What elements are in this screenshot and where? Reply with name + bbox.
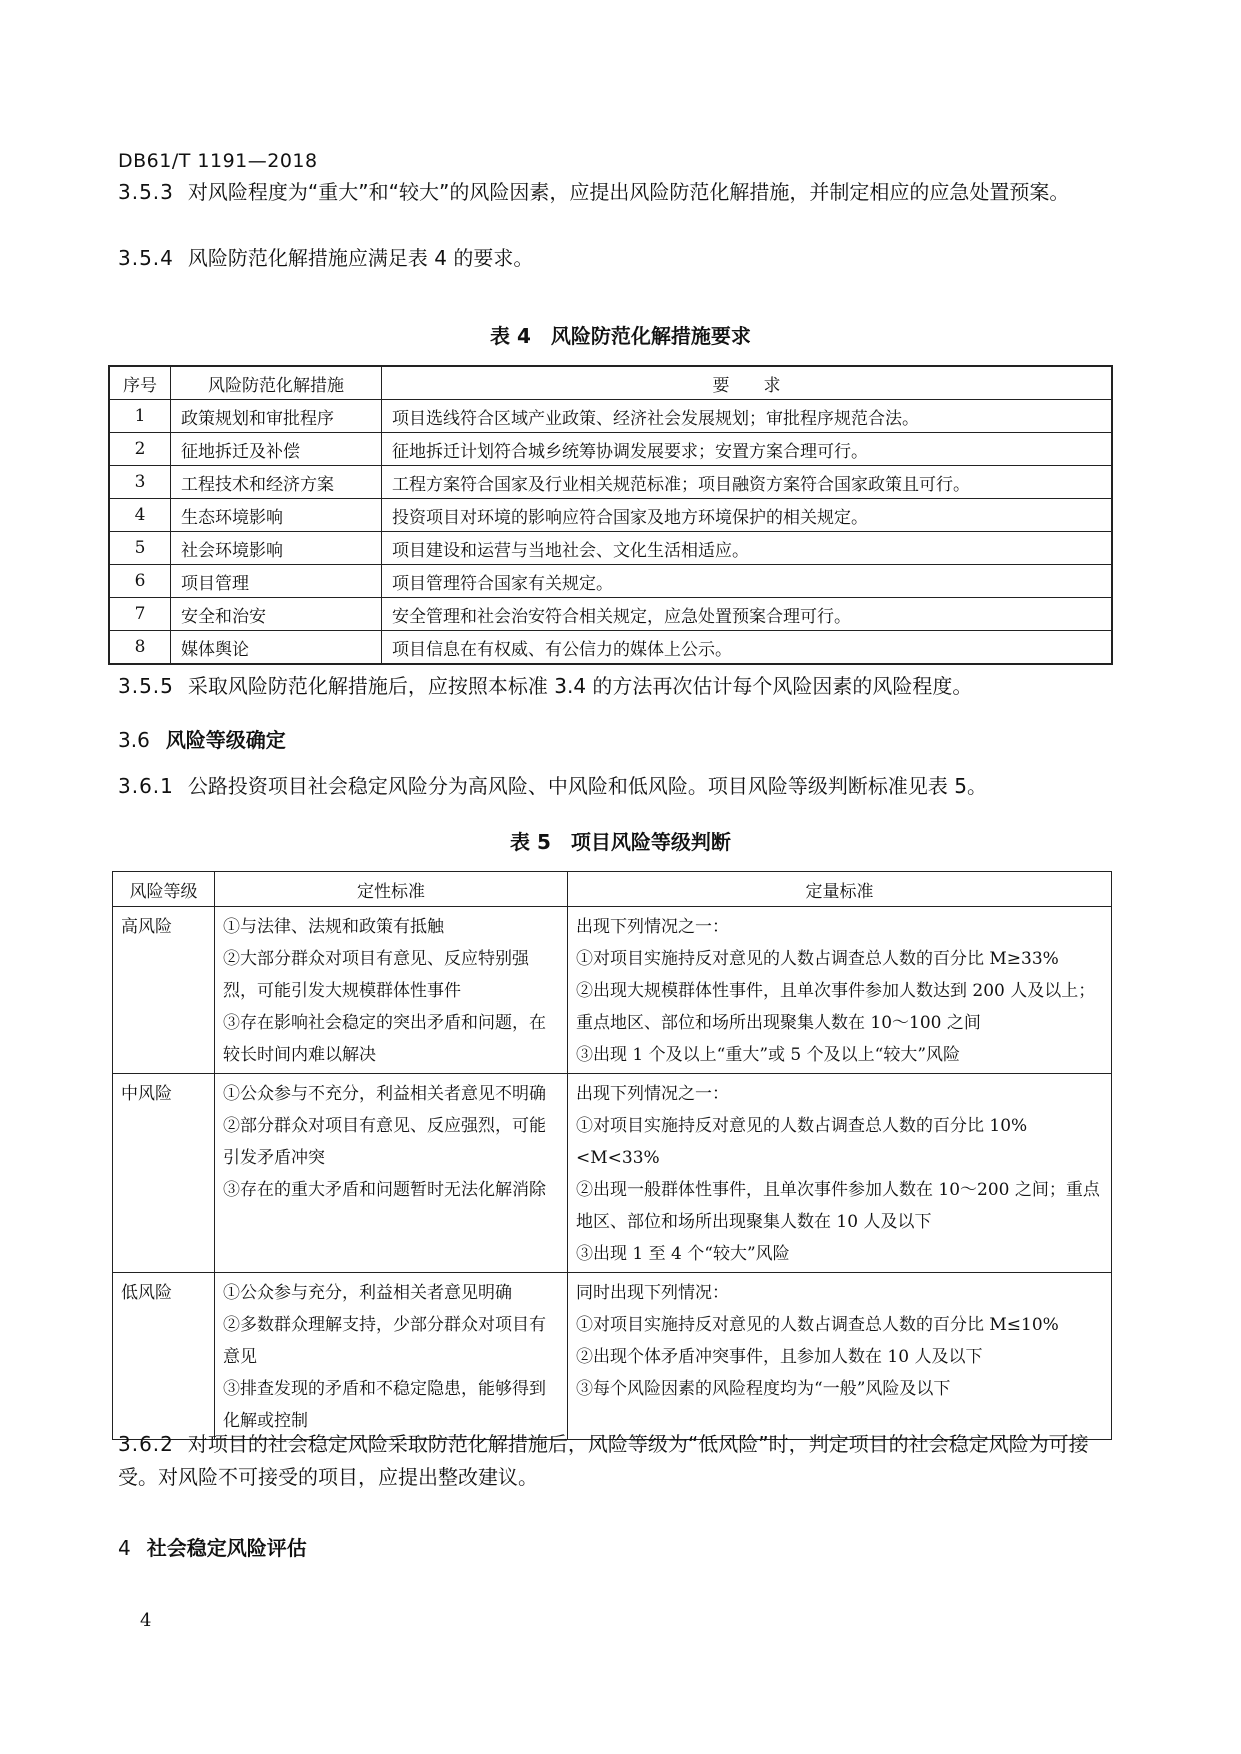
criterion-line: ③存在影响社会稳定的突出矛盾和问题，在较长时间内难以解决	[223, 1013, 546, 1065]
clause-number: 3.6.1	[118, 774, 174, 798]
clause-number: 3.5.3	[118, 180, 174, 204]
table-header-row	[109, 366, 1112, 400]
clause-number: 3.6.2	[118, 1432, 174, 1456]
header-cell: 定性标准	[215, 872, 568, 907]
page-number: 4	[140, 1610, 152, 1631]
table-cell: 7	[109, 598, 171, 631]
table-cell: 1	[109, 400, 171, 433]
clause-3-5-5	[118, 670, 1118, 703]
criterion-line: ②多数群众理解支持，少部分群众对项目有意见	[223, 1315, 546, 1367]
criterion-line: 出现下列情况之一：	[576, 1084, 729, 1104]
table-cell: 工程方案符合国家及行业相关规范标准；项目融资方案符合国家政策且可行。	[382, 466, 1113, 499]
header-cell: 风险防范化解措施	[171, 366, 382, 400]
criterion-line: ①公众参与充分，利益相关者意见明确	[223, 1283, 512, 1303]
criterion-line: ①对项目实施持反对意见的人数占调查总人数的百分比 10%<M<33%	[576, 1116, 1028, 1168]
criterion-line: 出现下列情况之一：	[576, 917, 729, 937]
clause-text: 采取风险防范化解措施后，应按照本标准 3.4 的方法再次估计每个风险因素的风险程度。	[187, 674, 973, 698]
table-row	[109, 400, 1112, 433]
clause-3-6-1	[118, 770, 1118, 803]
table-cell: 6	[109, 565, 171, 598]
table-header-row	[113, 872, 1112, 907]
table-cell: 3	[109, 466, 171, 499]
table-cell: 投资项目对环境的影响应符合国家及地方环境保护的相关规定。	[382, 499, 1113, 532]
level-cell: 低风险	[113, 1273, 215, 1440]
criterion-line: ②大部分群众对项目有意见、反应特别强烈，可能引发大规模群体性事件	[223, 949, 529, 1001]
header-cell: 定量标准	[568, 872, 1112, 907]
criterion-line: ③每个风险因素的风险程度均为“一般”风险及以下	[576, 1379, 951, 1399]
section-number: 4	[118, 1536, 131, 1560]
qualitative-cell	[215, 1273, 568, 1440]
table-cell: 项目管理符合国家有关规定。	[382, 565, 1113, 598]
clause-text: 公路投资项目社会稳定风险分为高风险、中风险和低风险。项目风险等级判断标准见表 5。	[187, 774, 987, 798]
table-cell: 安全管理和社会治安符合相关规定，应急处置预案合理可行。	[382, 598, 1113, 631]
qualitative-cell	[215, 1074, 568, 1273]
table-cell: 媒体舆论	[171, 631, 382, 665]
section-title: 风险等级确定	[165, 728, 286, 752]
table-cell: 项目管理	[171, 565, 382, 598]
criterion-line: ①对项目实施持反对意见的人数占调查总人数的百分比 M≥33%	[576, 949, 1059, 969]
section-title: 社会稳定风险评估	[146, 1536, 307, 1560]
table-cell: 4	[109, 499, 171, 532]
table5	[112, 871, 1112, 1440]
table-cell: 5	[109, 532, 171, 565]
criterion-line: ③存在的重大矛盾和问题暂时无法化解消除	[223, 1180, 546, 1200]
table-cell: 征地拆迁及补偿	[171, 433, 382, 466]
clause-number: 3.5.5	[118, 674, 174, 698]
document-header: DB61/T 1191—2018	[118, 150, 318, 172]
criterion-line: ①与法律、法规和政策有抵触	[223, 917, 444, 937]
qualitative-cell	[215, 907, 568, 1074]
clause-3-6-2	[118, 1428, 1118, 1494]
criterion-line: ③出现 1 个及以上“重大”或 5 个及以上“较大”风险	[576, 1045, 961, 1065]
clause-text: 对风险程度为“重大”和“较大”的风险因素，应提出风险防范化解措施，并制定相应的应急处置预案。	[187, 180, 1070, 204]
table-cell: 项目选线符合区域产业政策、经济社会发展规划；审批程序规范合法。	[382, 400, 1113, 433]
clause-number: 3.5.4	[118, 246, 174, 270]
table-cell: 工程技术和经济方案	[171, 466, 382, 499]
section-4-heading	[118, 1532, 307, 1561]
section-number: 3.6	[118, 728, 150, 752]
clause-text: 对项目的社会稳定风险采取防范化解措施后，风险等级为“低风险”时，判定项目的社会稳定风险为可接受。对风险不可接受的项目，应提出整改建议。	[118, 1432, 1089, 1489]
header-cell: 要 求	[382, 366, 1113, 400]
criterion-line: ①对项目实施持反对意见的人数占调查总人数的百分比 M≤10%	[576, 1315, 1059, 1335]
table4	[108, 365, 1113, 665]
table-row	[109, 532, 1112, 565]
table-row	[109, 565, 1112, 598]
table-cell: 8	[109, 631, 171, 665]
level-cell: 中风险	[113, 1074, 215, 1273]
table-row	[109, 631, 1112, 665]
clause-text: 风险防范化解措施应满足表 4 的要求。	[187, 246, 534, 270]
table-cell: 项目信息在有权威、有公信力的媒体上公示。	[382, 631, 1113, 665]
table-cell: 2	[109, 433, 171, 466]
table-cell: 项目建设和运营与当地社会、文化生活相适应。	[382, 532, 1113, 565]
table-cell: 生态环境影响	[171, 499, 382, 532]
table-row	[109, 598, 1112, 631]
criterion-line: ②出现大规模群体性事件，且单次事件参加人数达到 200 人及以上；重点地区、部位和场所出现聚集人数在 10～100 之间	[576, 981, 1096, 1033]
table-row-low	[113, 1273, 1112, 1440]
header-cell: 序号	[109, 366, 171, 400]
quantitative-cell	[568, 907, 1112, 1074]
table-row	[109, 433, 1112, 466]
criterion-line: ②出现个体矛盾冲突事件，且参加人数在 10 人及以下	[576, 1347, 983, 1367]
level-cell: 高风险	[113, 907, 215, 1074]
table-row-medium	[113, 1074, 1112, 1273]
criterion-line: 同时出现下列情况：	[576, 1283, 729, 1303]
clause-3-5-3	[118, 176, 1118, 209]
quantitative-cell	[568, 1273, 1112, 1440]
table-cell: 征地拆迁计划符合城乡统筹协调发展要求；安置方案合理可行。	[382, 433, 1113, 466]
table-row	[109, 466, 1112, 499]
table-row-high	[113, 907, 1112, 1074]
table-cell: 社会环境影响	[171, 532, 382, 565]
criterion-line: ③排查发现的矛盾和不稳定隐患，能够得到化解或控制	[223, 1379, 546, 1431]
header-cell: 风险等级	[113, 872, 215, 907]
table-cell: 政策规划和审批程序	[171, 400, 382, 433]
table4-caption: 表 4 风险防范化解措施要求	[490, 324, 751, 348]
criterion-line: ②部分群众对项目有意见、反应强烈，可能引发矛盾冲突	[223, 1116, 546, 1168]
section-3-6-heading	[118, 724, 286, 753]
criterion-line: ②出现一般群体性事件，且单次事件参加人数在 10～200 之间；重点地区、部位和场所出现聚集人数在 10 人及以下	[576, 1180, 1100, 1232]
table5-caption: 表 5 项目风险等级判断	[510, 830, 731, 854]
quantitative-cell	[568, 1074, 1112, 1273]
table-cell: 安全和治安	[171, 598, 382, 631]
clause-3-5-4	[118, 242, 1118, 275]
criterion-line: ③出现 1 至 4 个“较大”风险	[576, 1244, 790, 1264]
criterion-line: ①公众参与不充分，利益相关者意见不明确	[223, 1084, 546, 1104]
table-row	[109, 499, 1112, 532]
